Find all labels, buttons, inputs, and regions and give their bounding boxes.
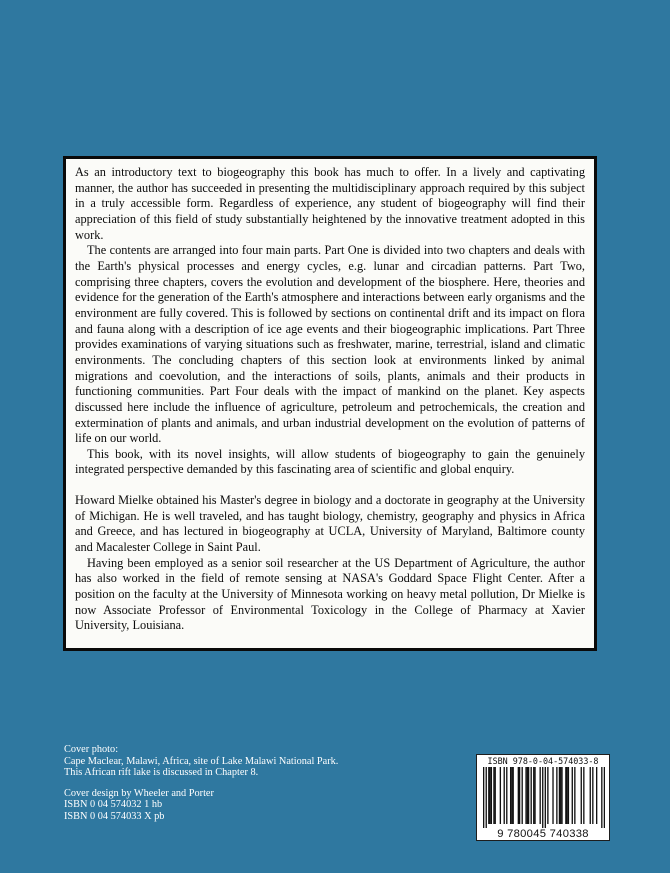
barcode-bar [540, 767, 541, 824]
barcode-bar [511, 767, 512, 824]
barcode-bar [495, 767, 496, 824]
cover-photo-caption-line-1: Cape Maclear, Malawi, Africa, site of Lake Malawi National Park. [64, 755, 339, 767]
blurb-box [63, 156, 597, 651]
barcode-bar [560, 767, 561, 824]
barcode-bar [528, 767, 529, 824]
blurb-paragraph-2: The contents are arranged into four main parts. Part One is divided into two chapters and deals with the Earth's physical processes and energy cycles, e.g. lunar and circadian patterns. Part Two, comprising three chapters, covers the evolution and development of the biosphere. Here, theories and evidence for the generation of the Earth's atmosphere and interactions between early organisms and the environment are fully covered. This is followed by sections on continental drift and its impact on flora and fauna along with a description of ice age events and their biogeographic implications. Part Three provides examinations of varying situations such as freshwater, marine, terrestrial, island and climatic environments. The concluding chapters of this section look at environments linked by animal migrations and coevolution, and the interactions of soils, plants, animals and their products in functioning communities. Part Four deals with the impact of mankind on the planet. Key aspects discussed here include the influence of agriculture, petroleum and petrochemicals, the creation and extermination of plants and animals, and urban industrial development on the evolution of patterns of life on our world. [75, 243, 585, 446]
credits-gap [64, 779, 404, 788]
barcode-bar [583, 767, 584, 824]
barcode-bar [486, 767, 487, 828]
barcode-bar [527, 767, 528, 824]
barcode-bar [493, 767, 494, 824]
barcode-bar [542, 767, 543, 828]
barcode-bar [552, 767, 553, 824]
isbn-paperback: ISBN 0 04 574033 X pb [64, 810, 165, 822]
cover-photo-caption-line-2: This African rift lake is discussed in Chapter 8. [64, 767, 259, 778]
barcode-bar [489, 767, 490, 824]
blurb-paragraph-1: As an introductory text to biogeography this book has much to offer. In a lively and captivating manner, the author has succeeded in presenting the multidisciplinary approach required by this subject in a truly accessible form. Regardless of experience, any student of biogeography will find their appreciation of this field of study substantially heightened by the innovative treatment adopted in this work. [75, 165, 585, 242]
barcode-bar [534, 767, 535, 824]
barcode-bar [592, 767, 593, 824]
barcode-bar [574, 767, 575, 824]
barcode-bar [510, 767, 511, 824]
section-gap [75, 478, 585, 493]
barcode-bar [488, 767, 489, 824]
cover-design-credit: Cover design by Wheeler and Porter [64, 787, 214, 799]
author-bio-paragraph-2: Having been employed as a senior soil researcher at the US Department of Agriculture, the author has also worked in the field of remote sensing at NASA's Goddard Space Flight Center. After a position on the faculty at the University of Minnesota working on heavy metal pollution, Dr Mielke is now Associate Professor of Environmental Toxicology in the College of Pharmacy at Xavier University, Louisiana. [75, 555, 585, 633]
isbn-hardback: ISBN 0 04 574032 1 hb [64, 799, 163, 810]
barcode-bar [590, 767, 591, 824]
barcode-bar [522, 767, 523, 824]
barcode-bar [572, 767, 573, 824]
blurb-paragraph-3: This book, with its novel insights, will allow students of biogeography to gain the genuinely integrated perspective demanded by this fascinating area of scientific and global enquiry. [75, 446, 585, 477]
barcode-bar [565, 767, 566, 824]
barcode-bar [545, 767, 546, 828]
barcode-bar [559, 767, 560, 824]
barcode-bar [500, 767, 501, 824]
barcode-bars [483, 767, 605, 828]
barcode-bar [531, 767, 532, 824]
author-bio-paragraph-1: Howard Mielke obtained his Master's degree in biology and a doctorate in geography at the University of Michigan. He is well traveled, and has taught biology, chemistry, geography and physics in Africa and Greece, and has lectured in biogeography at UCLA, University of Maryland, Baltimore county and Macalester College in Saint Paul. [75, 493, 585, 555]
barcode-isbn-label: ISBN 978-0-04-574033-8 [487, 756, 599, 766]
barcode-bar [519, 767, 520, 824]
barcode-box [476, 754, 610, 841]
barcode-bar [513, 767, 514, 824]
barcode-bar [556, 767, 557, 824]
barcode-bar [566, 767, 567, 824]
barcode-bar [525, 767, 526, 824]
barcode-bar [533, 767, 534, 824]
barcode-bar [581, 767, 582, 824]
barcode-bar [601, 767, 602, 828]
barcode-bar [568, 767, 569, 824]
barcode-bar [491, 767, 492, 824]
cover-credits [64, 744, 404, 822]
barcode-bar [506, 767, 507, 824]
barcode-bar [518, 767, 519, 824]
barcode-digits: 9 780045 740338 [497, 828, 589, 840]
barcode-bar [604, 767, 605, 828]
barcode-bar [561, 767, 562, 824]
barcode-bar [596, 767, 597, 824]
cover-photo-label: Cover photo: [64, 744, 119, 755]
barcode-bar [547, 767, 548, 824]
barcode-bar [483, 767, 484, 828]
barcode-bar [504, 767, 505, 824]
